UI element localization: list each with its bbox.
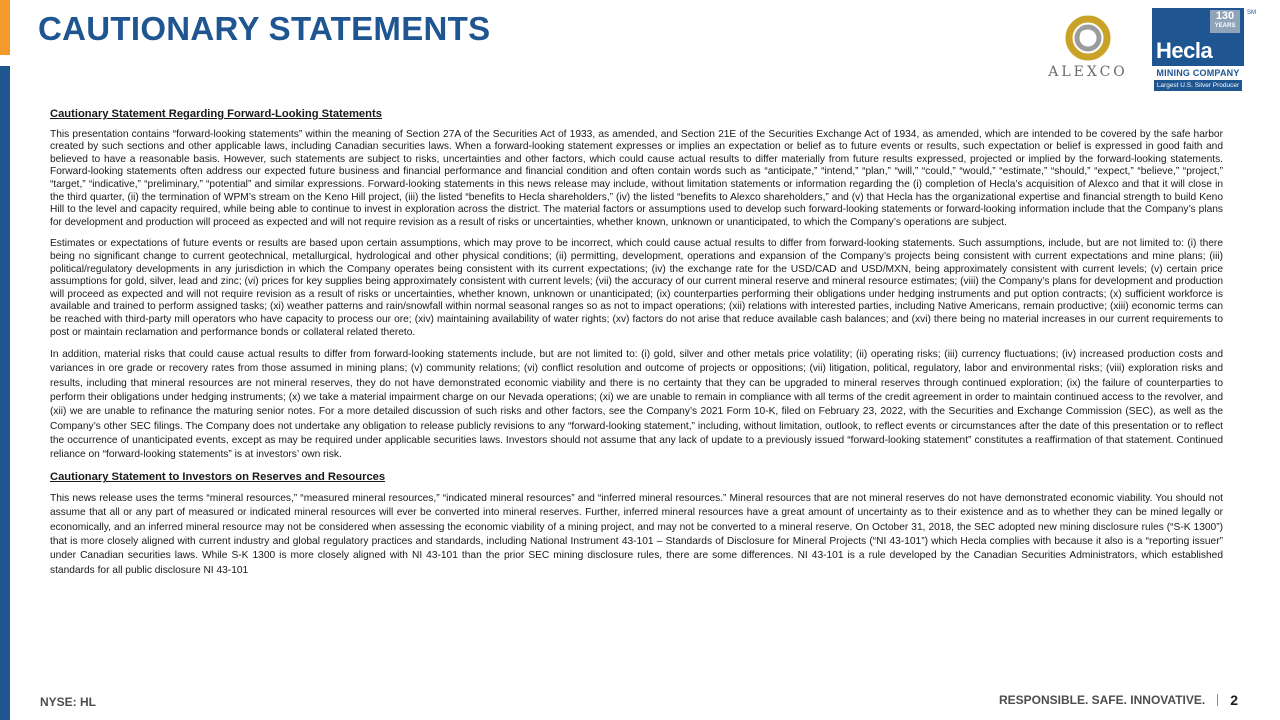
hecla-service-mark: SM — [1247, 10, 1256, 16]
left-accent-blue — [0, 66, 10, 720]
footer-divider — [1217, 694, 1218, 706]
forward-looking-heading: Cautionary Statement Regarding Forward-Looking Statements — [50, 108, 382, 120]
statement-content — [50, 108, 1223, 587]
hecla-years-badge — [1210, 10, 1240, 33]
forward-looking-paragraph-2: Estimates or expectations of future events or results are based upon certain assumptions, which may prove to be incorrect, which could cause actual results to differ from forward-looking statements. Such assumptions, include, but are not limited to: (i) there being no significant change to current geotechnical, metallurgical, hydrological and other physical conditions; (ii) permitting, development, operations and expansion of the Company’s projects being consistent with current expectations and mine plans; (iii) political/regulatory developments in any jurisdiction in which the Company operates being consistent with its current expectations; (iv) the exchange rate for the USD/CAD and USD/MXN, being approximately consistent with current levels; (v) certain price assumptions for gold, silver, lead and zinc; (vi) prices for key supplies being approximately consistent with current levels; (vii) the accuracy of our current mineral reserve and mineral resource estimates; (viii) the Company’s plans for development and production will proceed as expected and will not require revision as a result of risks or uncertainties, whether known, unknown or unanticipated; (ix) counterparties performing their obligations under hedging instruments and put option contracts; (x) sufficient workforce is available and trained to perform assigned tasks; (xi) weather patterns and rain/snowfall within normal seasonal ranges so as not to impact operations; (xii) relations with interested parties, including Native Americans, remain productive; (xiii) economic terms can be reached with third-party mill operators who have capacity to process our ore; (xiv) maintaining availability of water rights; (xv) factors do not arise that reduce available cash balances; and (xvi) there being no material increases in our current requirements to post or maintain reclamation and performance bonds or collateral related thereto. — [50, 238, 1223, 338]
left-accent-orange — [0, 0, 10, 55]
reserves-heading: Cautionary Statement to Investors on Reserves and Resources — [50, 471, 386, 484]
hecla-years-number: 130 — [1215, 10, 1235, 22]
alexco-wordmark: ALEXCO — [1048, 64, 1128, 80]
alexco-ring-icon — [1036, 14, 1140, 64]
hecla-logo — [1152, 8, 1256, 89]
hecla-wordmark: Hecla — [1156, 38, 1213, 63]
alexco-logo — [1036, 14, 1140, 80]
page-title: CAUTIONARY STATEMENTS — [38, 10, 491, 47]
forward-looking-paragraph-3: In addition, material risks that could cause actual results to differ from forward-looking statements include, but are not limited to: (i) gold, silver and other metals price volatility; (ii) operating risks; (iii) currency fluctuations; (iv) increased production costs and variances in ore grade or recovery rates from those assumed in mining plans; (v) community relations; (vi) conflict resolution and outcome of projects or oppositions; (vii) litigation, political, regulatory, labor and environmental risks; (viii) exploration risks and results, including that mineral resources are not mineral reserves, they do not have demonstrated economic viability and there is no certainty that they can be upgraded to mineral reserves through continued exploration; (ix) the failure of counterparties to perform their obligations under hedging instruments; (x) we take a material impairment charge on our Nevada operations; (xi) we are unable to remain in compliance with all terms of the credit agreement in order to maintain continued access to the revolver, and (xii) we are unable to refinance the maturing senior notes. For a more detailed discussion of such risks and other factors, see the Company’s 2021 Form 10-K, filed on February 23, 2022, with the Securities and Exchange Commission (SEC), as well as the Company’s other SEC filings. The Company does not undertake any obligation to release publicly revisions to any “forward-looking statement,” including, without limitation, outlook, to reflect events or circumstances after the date of this presentation or to reflect the occurrence of unanticipated events, except as may be required under applicable securities laws. Investors should not assume that any lack of update to a previously issued “forward-looking statement” constitutes a reaffirmation of that statement. Continued reliance on “forward-looking statements” is at investors’ own risk. — [50, 349, 1223, 461]
reserves-paragraph: This news release uses the terms “mineral resources,” “measured mineral resources,” “indicated mineral resources” and “inferred mineral resources.” Mineral resources that are not mineral reserves do not have demonstrated economic viability. You should not assume that all or any part of measured or indicated mineral resources will ever be converted into mineral reserves. Further, inferred mineral resources have a great amount of uncertainty as to their existence and as to whether they can be mined legally or economically, and an inferred mineral resource may not be considered when assessing the economic viability of a mining project, and may not be converted to a mineral reserve. On October 31, 2018, the SEC adopted new mining disclosure rules (“S-K 1300”) that is more closely aligned with current industry and global regulatory practices and standards, including National Instrument 43-101 – Standards of Disclosure for Mineral Projects (“NI 43-101”) which Hecla complies with because it also is a “reporting issuer” under Canadian securities laws. While S-K 1300 is more closely aligned with NI 43-101 than the prior SEC mining disclosure rules, there are some differences. NI 43-101 is a rule developed by the Canadian Securities Administrators, which established standards for all public disclosure NI 43-101 — [50, 493, 1223, 576]
footer-right — [999, 692, 1238, 708]
hecla-logo-box — [1152, 8, 1244, 66]
footer-slogan: RESPONSIBLE. SAFE. INNOVATIVE. — [998, 693, 1206, 707]
hecla-company-label: MINING COMPANY — [1156, 68, 1240, 78]
forward-looking-paragraph-1: This presentation contains “forward-looking statements” within the meaning of Section 27A of the Securities Act of 1933, as amended, and Section 21E of the Securities Exchange Act of 1934, as amended, which are intended to be covered by the safe harbor created by such sections and other applicable laws, including Canadian securities laws. When a forward-looking statement expresses or implies an expectation or belief as to future events or results, such expectation or belief is expressed in good faith and believed to have a reasonable basis. However, such statements are subject to risks, uncertainties and other factors, which could cause actual results to differ materially from future results expressed, projected or implied by the forward-looking statements. Forward-looking statements often address our expected future business and financial performance and financial condition and often contain words such as “anticipate,” “intend,” “plan,” “will,” “could,” “would,” “estimate,” “should,” “expect,” “believe,” “project,” “target,” “indicative,” “preliminary,” “potential” and similar expressions. Forward-looking statements in this news release may include, without limitation statements or information regarding the (i) completion of Hecla’s acquisition of Alexco and that it will close in the third quarter, (ii) the termination of WPM’s stream on the Keno Hill project, (iii) the listed “benefits to Hecla shareholders,” (iv) the listed “benefits to Alexco shareholders,” and (v) that Hecla has the organizational expertise and financial strength to build Keno Hill to the level and capacity required, while being able to continue to invest in exploration across the district. The material factors or assumptions used to develop such forward-looking statements or forward-looking information include that the Company’s plans for development and production will proceed as expected and will not require revision as a result of risks or uncertainties, whether known, unknown or unanticipated, to which the Company’s operations are subject. — [50, 128, 1223, 228]
page-number: 2 — [1230, 692, 1238, 708]
hecla-years-label: YEARS — [1214, 23, 1236, 29]
hecla-tagline: Largest U.S. Silver Producer — [1154, 80, 1242, 91]
ticker-symbol: NYSE: HL — [40, 695, 97, 709]
